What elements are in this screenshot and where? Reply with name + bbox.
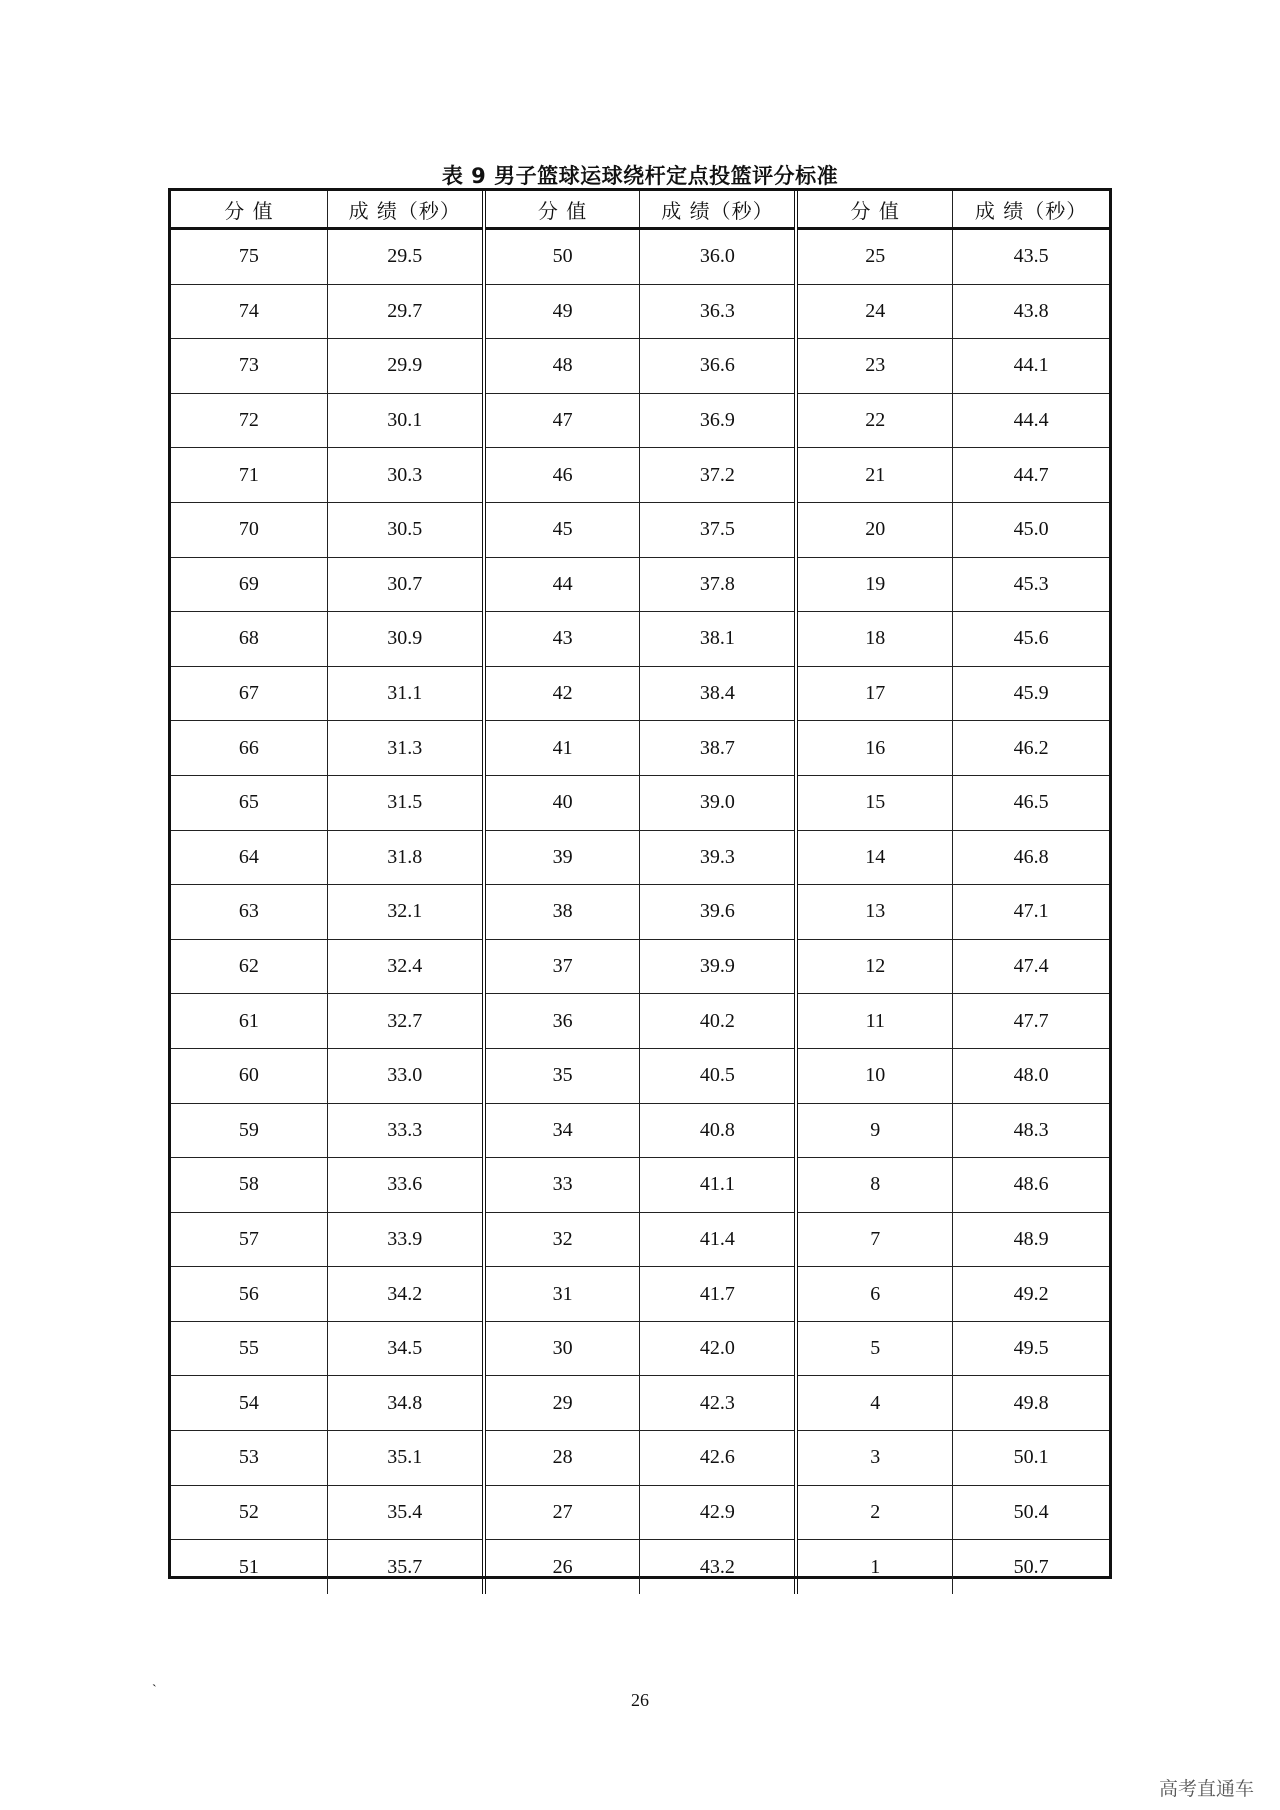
score-cell: 15 [796,775,952,830]
time-cell: 41.4 [640,1212,796,1267]
time-cell: 45.6 [953,612,1109,667]
stray-mark: ` [152,1683,157,1698]
score-cell: 53 [171,1431,327,1486]
time-cell: 47.4 [953,939,1109,994]
time-cell: 38.1 [640,612,796,667]
time-cell: 35.4 [327,1485,483,1540]
time-cell: 49.8 [953,1376,1109,1431]
score-cell: 26 [484,1540,640,1594]
score-cell: 34 [484,1103,640,1158]
score-cell: 21 [796,448,952,503]
score-cell: 23 [796,339,952,394]
score-cell: 3 [796,1431,952,1486]
score-cell: 28 [484,1431,640,1486]
score-cell: 69 [171,557,327,612]
score-cell: 35 [484,1048,640,1103]
score-cell: 73 [171,339,327,394]
time-cell: 46.2 [953,721,1109,776]
time-cell: 37.8 [640,557,796,612]
score-cell: 45 [484,502,640,557]
score-cell: 29 [484,1376,640,1431]
header-score-2: 分 值 [484,191,640,229]
time-cell: 38.4 [640,666,796,721]
table-row [171,1431,1109,1486]
score-cell: 52 [171,1485,327,1540]
table-row [171,284,1109,339]
score-cell: 2 [796,1485,952,1540]
score-cell: 56 [171,1267,327,1322]
score-cell: 70 [171,502,327,557]
score-cell: 60 [171,1048,327,1103]
score-table [171,191,1109,1594]
table-row [171,1376,1109,1431]
time-cell: 30.1 [327,393,483,448]
time-cell: 46.8 [953,830,1109,885]
header-time-2: 成 绩（秒） [640,191,796,229]
time-cell: 49.2 [953,1267,1109,1322]
score-cell: 64 [171,830,327,885]
score-cell: 51 [171,1540,327,1594]
score-cell: 12 [796,939,952,994]
table-row [171,1540,1109,1594]
table-row [171,721,1109,776]
time-cell: 36.0 [640,229,796,285]
score-cell: 6 [796,1267,952,1322]
score-cell: 8 [796,1158,952,1213]
time-cell: 34.2 [327,1267,483,1322]
time-cell: 49.5 [953,1321,1109,1376]
score-cell: 13 [796,885,952,940]
time-cell: 31.1 [327,666,483,721]
time-cell: 36.9 [640,393,796,448]
table-body [171,229,1109,1594]
time-cell: 36.3 [640,284,796,339]
time-cell: 34.8 [327,1376,483,1431]
score-cell: 47 [484,393,640,448]
score-cell: 30 [484,1321,640,1376]
score-cell: 55 [171,1321,327,1376]
table-title: 表 9 男子篮球运球绕杆定点投篮评分标准 [441,164,839,188]
time-cell: 37.5 [640,502,796,557]
score-cell: 4 [796,1376,952,1431]
time-cell: 45.0 [953,502,1109,557]
page-number: 26 [631,1690,649,1710]
time-cell: 42.6 [640,1431,796,1486]
time-cell: 40.2 [640,994,796,1049]
time-cell: 32.4 [327,939,483,994]
score-cell: 67 [171,666,327,721]
time-cell: 42.0 [640,1321,796,1376]
time-cell: 47.7 [953,994,1109,1049]
time-cell: 29.9 [327,339,483,394]
score-cell: 43 [484,612,640,667]
score-cell: 14 [796,830,952,885]
time-cell: 44.1 [953,339,1109,394]
table-row [171,994,1109,1049]
score-cell: 10 [796,1048,952,1103]
time-cell: 39.0 [640,775,796,830]
table-row [171,885,1109,940]
time-cell: 30.7 [327,557,483,612]
time-cell: 32.7 [327,994,483,1049]
score-cell: 39 [484,830,640,885]
time-cell: 45.3 [953,557,1109,612]
table-row [171,393,1109,448]
time-cell: 46.5 [953,775,1109,830]
score-cell: 65 [171,775,327,830]
time-cell: 31.8 [327,830,483,885]
score-cell: 19 [796,557,952,612]
score-cell: 50 [484,229,640,285]
time-cell: 34.5 [327,1321,483,1376]
score-cell: 37 [484,939,640,994]
table-row [171,1212,1109,1267]
score-cell: 17 [796,666,952,721]
score-cell: 20 [796,502,952,557]
time-cell: 44.7 [953,448,1109,503]
score-cell: 63 [171,885,327,940]
time-cell: 40.8 [640,1103,796,1158]
score-cell: 58 [171,1158,327,1213]
header-row [171,191,1109,229]
table-row [171,1321,1109,1376]
score-cell: 18 [796,612,952,667]
table-row [171,1048,1109,1103]
score-cell: 75 [171,229,327,285]
score-cell: 59 [171,1103,327,1158]
score-cell: 46 [484,448,640,503]
table-row [171,830,1109,885]
time-cell: 50.1 [953,1431,1109,1486]
time-cell: 50.7 [1013,1555,1049,1578]
score-cell: 38 [484,885,640,940]
score-cell: 54 [171,1376,327,1431]
time-cell: 48.0 [953,1048,1109,1103]
table-row [171,612,1109,667]
score-cell: 66 [171,721,327,776]
time-cell: 29.5 [327,229,483,285]
time-cell: 33.0 [327,1048,483,1103]
score-cell: 62 [171,939,327,994]
time-cell: 40.5 [640,1048,796,1103]
score-cell: 7 [796,1212,952,1267]
score-cell: 22 [796,393,952,448]
time-cell: 33.9 [327,1212,483,1267]
score-cell: 68 [171,612,327,667]
time-cell: 43.8 [953,284,1109,339]
header-score-3: 分 值 [796,191,952,229]
time-cell: 35.7 [327,1540,483,1594]
score-cell: 25 [796,229,952,285]
table-row [171,1267,1109,1322]
watermark-text: 高考直通车 [1158,1778,1254,1800]
time-cell: 30.3 [327,448,483,503]
score-cell: 57 [171,1212,327,1267]
score-cell: 9 [796,1103,952,1158]
score-cell: 16 [796,721,952,776]
time-cell: 29.7 [327,284,483,339]
table-row [171,775,1109,830]
score-cell: 31 [484,1267,640,1322]
time-cell: 42.3 [640,1376,796,1431]
time-cell: 33.6 [327,1158,483,1213]
time-cell: 45.9 [953,666,1109,721]
time-cell: 37.2 [640,448,796,503]
score-cell: 32 [484,1212,640,1267]
time-cell: 48.6 [953,1158,1109,1213]
time-cell: 30.5 [327,502,483,557]
table-row [171,502,1109,557]
time-cell: 39.6 [640,885,796,940]
time-cell: 47.1 [953,885,1109,940]
score-cell: 5 [796,1321,952,1376]
score-cell: 72 [171,393,327,448]
time-cell: 35.1 [327,1431,483,1486]
header-time-3: 成 绩（秒） [953,191,1109,229]
score-cell: 36 [484,994,640,1049]
time-cell: 48.9 [953,1212,1109,1267]
time-cell: 33.3 [327,1103,483,1158]
score-cell: 44 [484,557,640,612]
time-cell: 43.2 [640,1540,796,1594]
table-row [171,339,1109,394]
table-row [171,939,1109,994]
time-cell: 32.1 [327,885,483,940]
table-row [171,448,1109,503]
score-cell: 42 [484,666,640,721]
time-cell: 50.4 [953,1485,1109,1540]
score-cell: 24 [796,284,952,339]
table-row [171,1103,1109,1158]
table-row [171,666,1109,721]
time-cell: 41.1 [640,1158,796,1213]
score-table-frame [168,188,1112,1579]
score-cell: 40 [484,775,640,830]
time-cell: 39.3 [640,830,796,885]
score-cell: 61 [171,994,327,1049]
score-cell: 48 [484,339,640,394]
score-cell: 1 [796,1540,952,1594]
time-cell: 30.9 [327,612,483,667]
score-cell: 49 [484,284,640,339]
time-cell: 38.7 [640,721,796,776]
time-cell: 48.3 [953,1103,1109,1158]
table-row [171,557,1109,612]
time-cell: 42.9 [640,1485,796,1540]
score-cell: 33 [484,1158,640,1213]
time-cell: 39.9 [640,939,796,994]
time-cell: 43.5 [953,229,1109,285]
header-score-1: 分 值 [171,191,327,229]
score-cell: 41 [484,721,640,776]
score-cell: 71 [171,448,327,503]
table-row [171,229,1109,285]
table-row [171,1158,1109,1213]
header-time-1: 成 绩（秒） [327,191,483,229]
time-cell: 36.6 [640,339,796,394]
time-cell: 31.5 [327,775,483,830]
score-cell: 27 [484,1485,640,1540]
time-cell: 41.7 [640,1267,796,1322]
time-cell: 31.3 [327,721,483,776]
table-row [171,1485,1109,1540]
score-cell: 74 [171,284,327,339]
time-cell: 44.4 [953,393,1109,448]
score-cell: 11 [796,994,952,1049]
